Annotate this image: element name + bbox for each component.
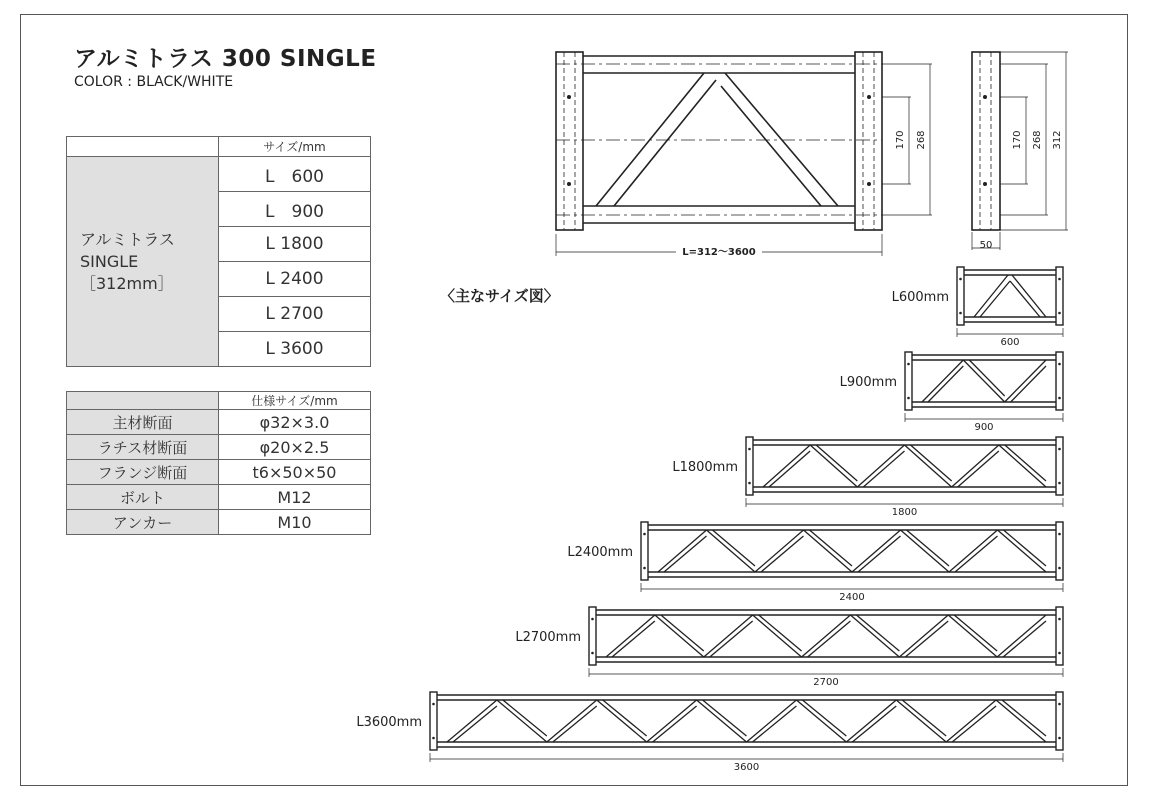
truss-diagonal — [858, 536, 901, 572]
front-left-flange — [556, 52, 583, 230]
truss-flange-right — [1056, 267, 1063, 325]
spec-label: ボルト — [67, 485, 219, 510]
truss-diagonal — [955, 536, 998, 572]
truss-diagonal — [759, 615, 802, 651]
truss-diagonal — [998, 530, 1047, 572]
product-name-line1: アルミトラス — [80, 229, 175, 249]
truss-dimension-label: 2400 — [839, 592, 865, 603]
bolt-hole-icon — [1058, 448, 1061, 451]
truss-diagonal — [952, 706, 996, 742]
truss-diagonal — [922, 360, 963, 402]
truss-diagonal — [804, 530, 853, 572]
spec-value: φ20×2.5 — [219, 435, 371, 460]
truss-diagonal — [901, 530, 950, 572]
truss-diagonal — [747, 700, 797, 742]
front-dim-outer: 268 — [916, 130, 927, 150]
truss-diagonal — [999, 445, 1046, 487]
truss-diagonal — [707, 530, 756, 572]
truss-diagonal — [1012, 275, 1046, 317]
truss-diagonal — [996, 700, 1046, 742]
truss-diagonal — [1002, 700, 1046, 736]
truss-diagonal — [497, 700, 547, 742]
size-value: L 2700 — [219, 297, 371, 332]
truss-diagonal — [647, 700, 697, 742]
truss-diagonal — [704, 615, 753, 657]
truss-diagonal — [905, 445, 952, 487]
bolt-hole-icon — [1058, 533, 1061, 536]
bolt-hole-icon — [1058, 312, 1061, 315]
truss-diagonal — [907, 530, 950, 566]
truss-diagonal — [949, 530, 998, 572]
bolt-hole-icon — [591, 652, 594, 655]
truss-diagonal — [911, 445, 952, 481]
truss-diagonal — [954, 615, 997, 651]
truss-diagonal — [664, 536, 707, 572]
truss-flange-right — [1056, 437, 1063, 495]
bolt-hole-icon — [1058, 618, 1061, 621]
truss-diagonal — [755, 530, 804, 572]
truss-diagonal — [810, 530, 853, 566]
bolt-hole-icon — [1058, 652, 1061, 655]
truss-flange-left — [746, 437, 753, 495]
truss-diagonal — [597, 700, 647, 742]
truss-diagonal — [710, 621, 753, 657]
front-length-label-visible: L=312～3600 — [682, 247, 756, 258]
truss-diagonal — [697, 700, 747, 742]
product-name-line2: SINGLE — [80, 251, 139, 271]
truss-dimension-label: 2700 — [813, 677, 839, 688]
truss-dimension-label: 1800 — [891, 507, 918, 518]
bolt-hole-icon — [983, 182, 987, 186]
truss-size-label: L600mm — [891, 290, 949, 305]
size-value: L 2400 — [219, 262, 371, 297]
truss-diagonal — [1004, 530, 1047, 566]
truss-diagonal — [753, 615, 802, 657]
truss-diagonal — [1011, 366, 1046, 402]
page-title: アルミトラス 300 SINGLE — [74, 46, 377, 72]
truss-diagonal — [612, 621, 655, 657]
bolt-hole-icon — [1058, 482, 1061, 485]
truss-diagonal — [857, 445, 904, 487]
truss-diagonal — [553, 706, 597, 742]
truss-diagonal — [603, 700, 647, 736]
bolt-hole-icon — [1058, 363, 1061, 366]
truss-diagonal — [846, 700, 896, 742]
truss-diagonal — [946, 700, 996, 742]
bolt-hole-icon — [643, 533, 646, 536]
bolt-hole-icon — [567, 182, 571, 186]
truss-flange-left — [589, 607, 596, 665]
front-view — [556, 52, 932, 256]
bolt-hole-icon — [432, 703, 435, 706]
bolt-hole-icon — [432, 737, 435, 740]
truss-diagonal — [763, 445, 810, 487]
size-table-header: サイズ/mm — [219, 137, 371, 157]
truss-diagonal — [658, 530, 707, 572]
side-dim-inner: 170 — [1012, 130, 1023, 150]
truss-flange-left — [905, 352, 912, 410]
truss-diagonal — [928, 366, 963, 402]
truss-diagonal — [952, 445, 999, 487]
bolt-hole-icon — [907, 363, 910, 366]
bolt-hole-icon — [983, 95, 987, 99]
size-value: L 600 — [219, 157, 371, 192]
truss-size-label: L2700mm — [515, 630, 581, 645]
bolt-hole-icon — [748, 482, 751, 485]
bolt-hole-icon — [959, 278, 962, 281]
bolt-hole-icon — [867, 95, 871, 99]
bolt-hole-icon — [867, 182, 871, 186]
front-right-flange — [855, 52, 882, 230]
bolt-hole-icon — [748, 448, 751, 451]
truss-diagonal — [453, 706, 497, 742]
bolt-hole-icon — [1058, 567, 1061, 570]
size-value: L 1800 — [219, 227, 371, 262]
size-value: L 3600 — [219, 332, 371, 367]
truss-diagonal — [948, 615, 997, 657]
side-dim-mid: 268 — [1032, 130, 1043, 150]
truss-flange-left — [641, 522, 648, 580]
product-name-line3: ［312mm］ — [80, 273, 174, 293]
truss-diagonal — [796, 700, 846, 742]
bolt-hole-icon — [1058, 737, 1061, 740]
truss-diagonal — [769, 451, 810, 487]
truss-diagonal — [703, 700, 747, 736]
truss-diagonal — [1003, 621, 1046, 657]
spec-table-header: 仕様サイズ/mm — [219, 392, 371, 410]
truss-diagonal — [802, 700, 846, 736]
truss-diagonal — [850, 615, 899, 657]
truss-size-label: L1800mm — [672, 460, 738, 475]
spec-label: 主材断面 — [67, 410, 219, 435]
side-width-label: 50 — [979, 240, 993, 251]
truss-diagonal — [503, 700, 547, 736]
truss-diagonal — [974, 275, 1008, 317]
truss-diagonal — [958, 451, 999, 487]
side-dim-outer: 312 — [1052, 130, 1063, 150]
truss-diagonal — [447, 700, 497, 742]
truss-diagonal — [899, 615, 948, 657]
truss-diagonal — [863, 451, 904, 487]
truss-dimension-label: 900 — [974, 422, 994, 433]
bolt-hole-icon — [591, 618, 594, 621]
spec-label: ラチス材断面 — [67, 435, 219, 460]
truss-dimension-label: 600 — [1000, 337, 1020, 348]
truss-diagonal — [816, 445, 857, 481]
sizes-heading: 〈主なサイズ図〉 — [440, 287, 559, 305]
truss-size-label: L900mm — [839, 375, 897, 390]
bolt-hole-icon — [643, 567, 646, 570]
spec-label: フランジ断面 — [67, 460, 219, 485]
bolt-hole-icon — [907, 397, 910, 400]
truss-diagonal — [808, 621, 851, 657]
truss-diagonal — [969, 360, 1004, 396]
truss-diagonal — [997, 615, 1046, 657]
truss-diagonal — [896, 700, 946, 742]
truss-diagonal — [653, 706, 697, 742]
size-value: L 900 — [219, 192, 371, 227]
truss-dimension-label: 3600 — [733, 762, 760, 773]
truss-size-list — [356, 267, 1063, 773]
truss-diagonal — [713, 530, 756, 566]
truss-diagonal — [902, 700, 946, 736]
truss-diagonal — [1010, 281, 1040, 317]
truss-flange-left — [430, 692, 437, 750]
truss-diagonal — [606, 615, 655, 657]
bolt-hole-icon — [567, 95, 571, 99]
truss-flange-right — [1056, 607, 1063, 665]
bolt-hole-icon — [1058, 703, 1061, 706]
spec-label: アンカー — [67, 510, 219, 535]
spec-value: M12 — [219, 485, 371, 510]
truss-flange-right — [1056, 522, 1063, 580]
truss-diagonal — [1005, 445, 1046, 481]
truss-flange-right — [1056, 352, 1063, 410]
truss-diagonal — [753, 706, 797, 742]
bolt-hole-icon — [1058, 397, 1061, 400]
truss-diagonal — [905, 621, 948, 657]
truss-size-label: L2400mm — [567, 545, 633, 560]
truss-flange-left — [957, 267, 964, 325]
truss-diagonal — [655, 615, 704, 657]
truss-diagonal — [1005, 360, 1046, 402]
truss-diagonal — [802, 615, 851, 657]
spec-value: φ32×3.0 — [219, 410, 371, 435]
truss-diagonal — [852, 530, 901, 572]
truss-diagonal — [761, 536, 804, 572]
bolt-hole-icon — [1058, 278, 1061, 281]
bolt-hole-icon — [959, 312, 962, 315]
truss-diagonal — [810, 445, 857, 487]
truss-diagonal — [980, 281, 1010, 317]
side-flange — [972, 52, 1000, 230]
truss-diagonal — [547, 700, 597, 742]
side-view — [972, 52, 1068, 250]
truss-diagonal — [963, 360, 1004, 402]
truss-diagonal — [856, 615, 899, 651]
truss-size-label: L3600mm — [356, 715, 422, 730]
front-dim-inner: 170 — [895, 130, 906, 150]
truss-diagonal — [661, 615, 704, 651]
truss-diagonal — [852, 706, 896, 742]
color-subtitle: COLOR : BLACK/WHITE — [74, 74, 234, 90]
truss-flange-right — [1056, 692, 1063, 750]
spec-value: t6×50×50 — [219, 460, 371, 485]
spec-value: M10 — [219, 510, 371, 535]
